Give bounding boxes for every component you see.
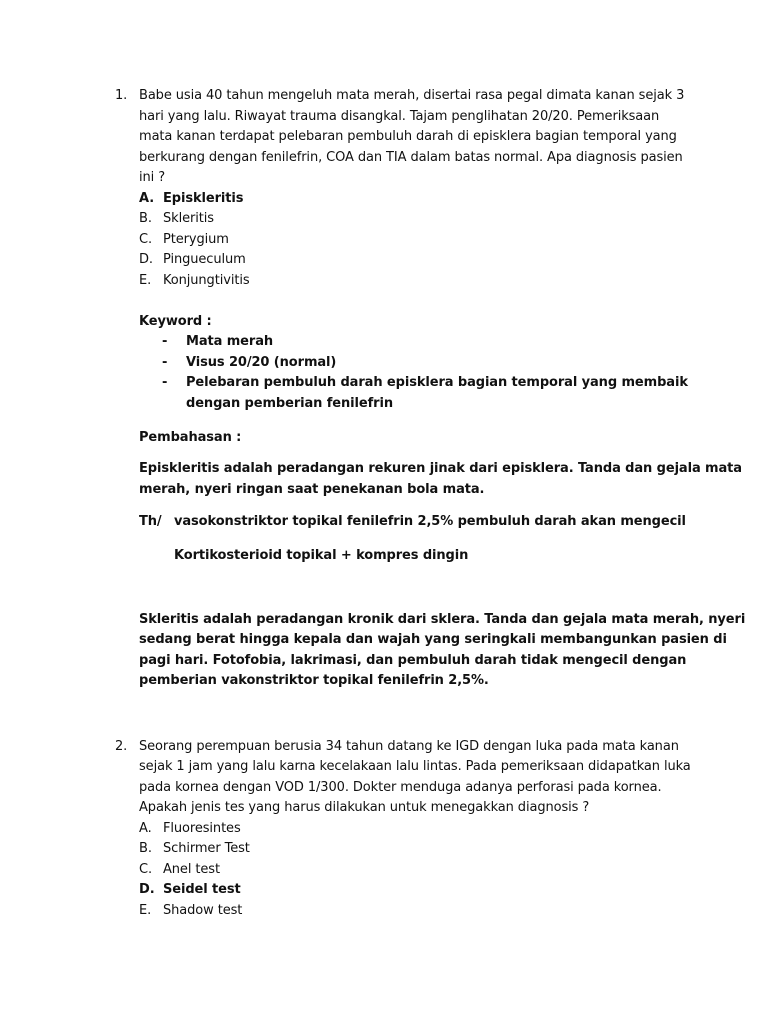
keyword-item: Visus 20/20 (normal) bbox=[186, 355, 337, 370]
therapy-line: vasokonstriktor topikal fenilefrin 2,5% pembuluh darah akan mengecil bbox=[174, 514, 686, 529]
skleritis-text-line: Skleritis adalah peradangan kronik dari sklera. Tanda dan gejala mata merah, nyeri bbox=[139, 612, 746, 627]
option-letter: A. bbox=[139, 821, 152, 836]
question-number: 2. bbox=[115, 739, 128, 754]
therapy-line: Kortikosterioid topikal + kompres dingin bbox=[174, 548, 469, 563]
keyword-item: Mata merah bbox=[186, 334, 274, 349]
keyword-heading: Keyword : bbox=[139, 314, 212, 329]
list-dash: - bbox=[162, 334, 168, 349]
question-text-line: Babe usia 40 tahun mengeluh mata merah, disertai rasa pegal dimata kanan sejak 3 bbox=[139, 88, 685, 103]
question-text-line: hari yang lalu. Riwayat trauma disangkal. Tajam penglihatan 20/20. Pemeriksaan bbox=[139, 109, 660, 124]
keyword-item: Pelebaran pembuluh darah episklera bagian temporal yang membaik bbox=[186, 375, 688, 390]
episkleritis-text-line: merah, nyeri ringan saat penekanan bola mata. bbox=[139, 482, 485, 497]
question-text-line: sejak 1 jam yang lalu karna kecelakaan lalu lintas. Pada pemeriksaan didapatkan luka bbox=[139, 759, 691, 774]
question-text-line: ini ? bbox=[139, 170, 165, 185]
question-number: 1. bbox=[115, 88, 128, 103]
episkleritis-text-line: Episkleritis adalah peradangan rekuren jinak dari episklera. Tanda dan gejala mata bbox=[139, 461, 742, 476]
option-letter: C. bbox=[139, 862, 153, 877]
option-letter: E. bbox=[139, 273, 152, 288]
question-text-line: berkurang dengan fenilefrin, COA dan TIA dalam batas normal. Apa diagnosis pasien bbox=[139, 150, 683, 165]
option-letter: A. bbox=[139, 191, 155, 206]
option-text: Pterygium bbox=[163, 232, 229, 247]
therapy-prefix: Th/ bbox=[139, 514, 162, 529]
skleritis-text-line: sedang berat hingga kepala dan wajah yang seringkali membangunkan pasien di bbox=[139, 632, 727, 647]
option-letter: D. bbox=[139, 882, 155, 897]
option-letter: B. bbox=[139, 211, 152, 226]
skleritis-text-line: pemberian vakonstriktor topikal fenilefrin 2,5%. bbox=[139, 673, 489, 688]
keyword-item-continued: dengan pemberian fenilefrin bbox=[186, 396, 393, 411]
option-letter: B. bbox=[139, 841, 152, 856]
option-text: Schirmer Test bbox=[163, 841, 250, 856]
option-letter: E. bbox=[139, 903, 152, 918]
question-text-line: pada kornea dengan VOD 1/300. Dokter menduga adanya perforasi pada kornea. bbox=[139, 780, 662, 795]
option-text-correct: Seidel test bbox=[163, 882, 241, 897]
list-dash: - bbox=[162, 355, 168, 370]
question-text-line: mata kanan terdapat pelebaran pembuluh darah di episklera bagian temporal yang bbox=[139, 129, 677, 144]
question-text-line: Seorang perempuan berusia 34 tahun datang ke IGD dengan luka pada mata kanan bbox=[139, 739, 679, 754]
option-letter: D. bbox=[139, 252, 153, 267]
option-text: Skleritis bbox=[163, 211, 214, 226]
option-text: Anel test bbox=[163, 862, 220, 877]
skleritis-text-line: pagi hari. Fotofobia, lakrimasi, dan pembuluh darah tidak mengecil dengan bbox=[139, 653, 687, 668]
list-dash: - bbox=[162, 375, 168, 390]
option-text: Pingueculum bbox=[163, 252, 246, 267]
option-text: Shadow test bbox=[163, 903, 243, 918]
option-letter: C. bbox=[139, 232, 153, 247]
discussion-heading: Pembahasan : bbox=[139, 430, 242, 445]
option-text-correct: Episkleritis bbox=[163, 191, 244, 206]
question-text-line: Apakah jenis tes yang harus dilakukan untuk menegakkan diagnosis ? bbox=[139, 800, 590, 815]
option-text: Fluoresintes bbox=[163, 821, 241, 836]
option-text: Konjungtivitis bbox=[163, 273, 250, 288]
